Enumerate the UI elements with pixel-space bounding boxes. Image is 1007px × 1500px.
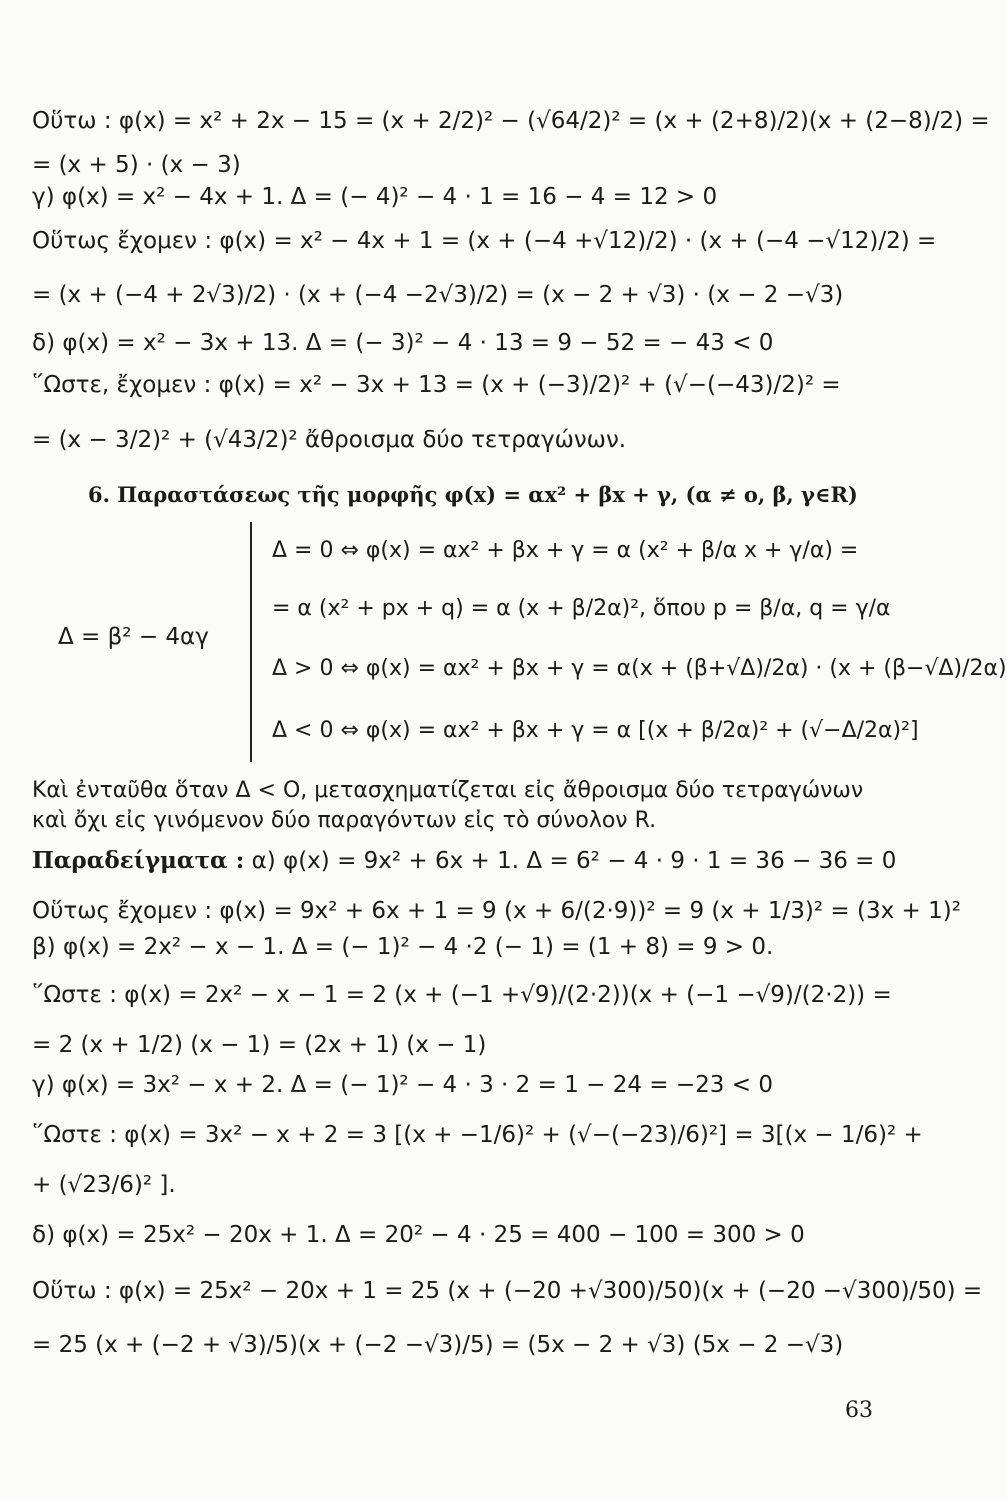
equation-line: = (x + 5) · (x − 3) bbox=[32, 152, 241, 178]
paragraph: Καὶ ἐνταῦθα ὅταν Δ < O, μετασχηματίζεται εἰς ἄθροισμα δύο τετραγώνων καὶ ὄχι εἰς γινόμενον δύο παραγόντων εἰς τὸ σύνολον R. bbox=[32, 778, 864, 833]
equation-line: γ) φ(x) = x² − 4x + 1. Δ = (− 4)² − 4 · 1 = 16 − 4 = 12 > 0 bbox=[32, 184, 718, 210]
equation-line: ῞Ωστε : φ(x) = 3x² − x + 2 = 3 [(x + −1/6)² + (√−(−23)/6)²] = 3[(x − 1/6)² + bbox=[32, 1122, 923, 1148]
examples-line bbox=[32, 846, 897, 876]
section-heading: 6. Παραστάσεως τῆς μορφῆς φ(x) = αx² + βx + γ, (α ≠ ο, β, γ∈R) bbox=[88, 482, 858, 507]
equation-line: = 2 (x + 1/2) (x − 1) = (2x + 1) (x − 1) bbox=[32, 1032, 487, 1058]
case-line: = α (x² + px + q) = α (x + β/2α)², ὅπου p = β/α, q = γ/α bbox=[272, 596, 891, 621]
equation-line: = (x + (−4 + 2√3)/2) · (x + (−4 −2√3)/2) = (x − 2 + √3) · (x − 2 −√3) bbox=[32, 282, 844, 308]
equation-line: Οὕτως ἔχομεν : φ(x) = 9x² + 6x + 1 = 9 (x + 6/(2·9))² = 9 (x + 1/3)² = (3x + 1)² bbox=[32, 898, 961, 924]
case-line: Δ < 0 ⇔ φ(x) = αx² + βx + γ = α [(x + β/2α)² + (√−Δ/2α)²] bbox=[272, 718, 919, 743]
equation-line: β) φ(x) = 2x² − x − 1. Δ = (− 1)² − 4 ·2 (− 1) = (1 + 8) = 9 > 0. bbox=[32, 934, 774, 960]
discriminant-definition: Δ = β² − 4αγ bbox=[58, 624, 209, 650]
case-line: Δ > 0 ⇔ φ(x) = αx² + βx + γ = α(x + (β+√Δ)/2α) · (x + (β−√Δ)/2α) bbox=[272, 656, 1007, 681]
equation-line: δ) φ(x) = x² − 3x + 13. Δ = (− 3)² − 4 · 13 = 9 − 52 = − 43 < 0 bbox=[32, 330, 774, 356]
equation-line: = 25 (x + (−2 + √3)/5)(x + (−2 −√3)/5) = (5x − 2 + √3) (5x − 2 −√3) bbox=[32, 1332, 844, 1358]
equation-line: Οὕτω : φ(x) = x² + 2x − 15 = (x + 2/2)² − (√64/2)² = (x + (2+8)/2)(x + (2−8)/2) = bbox=[32, 108, 990, 134]
equation-line: Οὕτως ἔχομεν : φ(x) = x² − 4x + 1 = (x + (−4 +√12)/2) · (x + (−4 −√12)/2) = bbox=[32, 228, 937, 254]
example-alpha: α) φ(x) = 9x² + 6x + 1. Δ = 6² − 4 · 9 · 1 = 36 − 36 = 0 bbox=[244, 848, 897, 874]
equation-line: δ) φ(x) = 25x² − 20x + 1. Δ = 20² − 4 · 25 = 400 − 100 = 300 > 0 bbox=[32, 1222, 805, 1248]
equation-line: γ) φ(x) = 3x² − x + 2. Δ = (− 1)² − 4 · 3 · 2 = 1 − 24 = −23 < 0 bbox=[32, 1072, 773, 1098]
equation-line: ῞Ωστε, ἔχομεν : φ(x) = x² − 3x + 13 = (x + (−3)/2)² + (√−(−43)/2)² = bbox=[32, 372, 841, 398]
equation-line: Οὕτω : φ(x) = 25x² − 20x + 1 = 25 (x + (−20 +√300)/50)(x + (−20 −√300)/50) = bbox=[32, 1278, 983, 1304]
case-divider bbox=[250, 522, 252, 762]
equation-line: = (x − 3/2)² + (√43/2)² ἄθροισμα δύο τετραγώνων. bbox=[32, 427, 627, 453]
equation-line: ῞Ωστε : φ(x) = 2x² − x − 1 = 2 (x + (−1 +√9)/(2·2))(x + (−1 −√9)/(2·2)) = bbox=[32, 982, 892, 1008]
examples-label: Παραδείγματα : bbox=[32, 847, 245, 874]
page-number: 63 bbox=[845, 1398, 873, 1423]
equation-line: + (√23/6)² ]. bbox=[32, 1172, 176, 1198]
case-line: Δ = 0 ⇔ φ(x) = αx² + βx + γ = α (x² + β/α x + γ/α) = bbox=[272, 538, 859, 563]
